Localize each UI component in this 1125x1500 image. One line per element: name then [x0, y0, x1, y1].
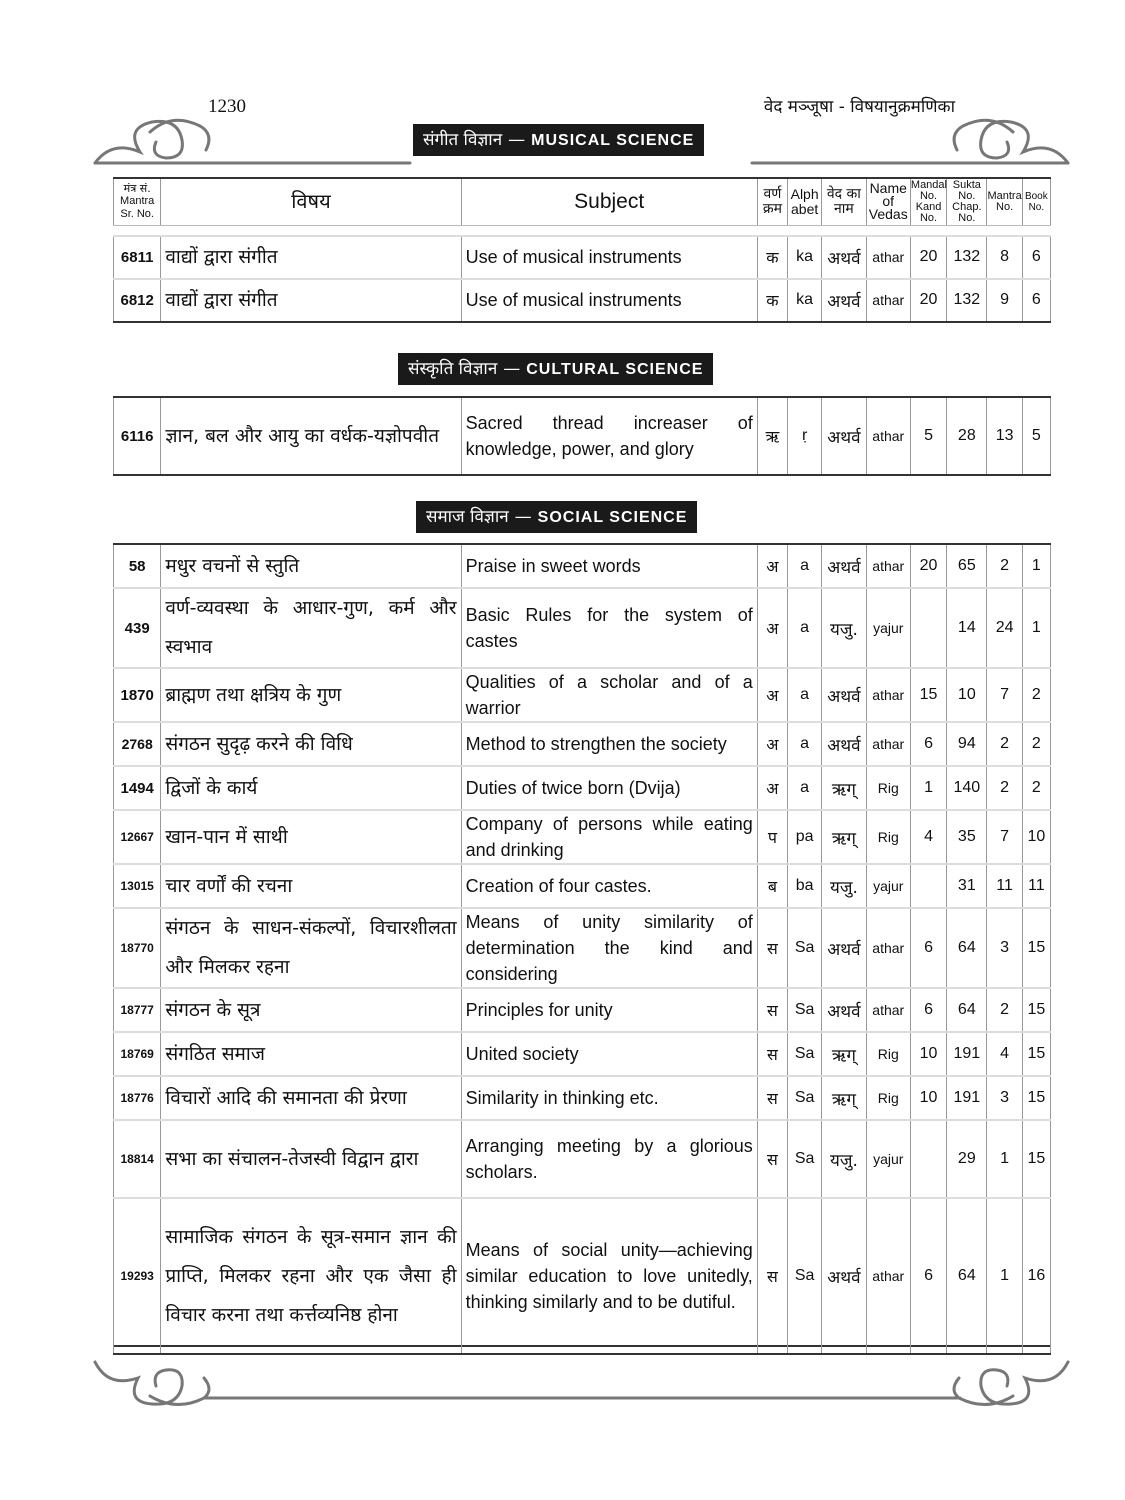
- social-science-table: [113, 543, 1051, 1355]
- header-text: of: [882, 193, 895, 210]
- cell-sr-no: 18777: [114, 988, 161, 1032]
- cell-number: 20: [910, 236, 946, 279]
- cell-number: 5: [910, 397, 946, 475]
- cell-sr-no: 12667: [114, 810, 161, 864]
- cell-number: 20: [910, 544, 946, 588]
- header-ved-name: [822, 178, 866, 225]
- cell-number: 15: [1022, 1076, 1050, 1120]
- table-row: [114, 236, 1051, 279]
- cell-sr-no: 19293: [114, 1198, 161, 1354]
- header-mantra: [987, 178, 1022, 225]
- cell-varna: अ: [757, 668, 787, 722]
- header-sukta: [947, 178, 987, 225]
- cell-vishay: चार वर्णों की रचना: [161, 864, 461, 908]
- cell-vishay: संगठित समाज: [161, 1032, 461, 1076]
- cell-alphabet: pa: [788, 810, 822, 864]
- cell-number: 2: [1022, 668, 1050, 722]
- cell-sr-no: 6811: [114, 236, 161, 279]
- cell-veda-name: athar: [866, 722, 910, 766]
- cell-number: 7: [987, 810, 1022, 864]
- cell-veda-name: yajur: [866, 864, 910, 908]
- cell-sr-no: 13015: [114, 864, 161, 908]
- cell-ved: यजु.: [822, 864, 866, 908]
- table-row: [114, 766, 1051, 810]
- cell-number: 31: [947, 864, 987, 908]
- cell-varna: अ: [757, 588, 787, 668]
- cell-vishay: ब्राह्मण तथा क्षत्रिय के गुण: [161, 668, 461, 722]
- cell-subject: Principles for unity: [461, 988, 757, 1032]
- table-header: [114, 178, 1051, 225]
- header-text: No.: [919, 189, 938, 202]
- cell-alphabet: Sa: [788, 1120, 822, 1198]
- header-text: No.: [958, 189, 976, 202]
- cell-alphabet: Sa: [788, 988, 822, 1032]
- cell-veda-name: athar: [866, 236, 910, 279]
- cell-number: 191: [947, 1076, 987, 1120]
- table-row: [114, 1120, 1051, 1198]
- cell-number: 3: [987, 908, 1022, 988]
- cell-number: 6: [910, 908, 946, 988]
- cell-number: 7: [987, 668, 1022, 722]
- section-title-en: MUSICAL SCIENCE: [531, 132, 695, 149]
- cell-number: 9: [987, 279, 1022, 322]
- cell-number: 64: [947, 908, 987, 988]
- table-row: [114, 279, 1051, 322]
- header-text: No.: [919, 211, 938, 224]
- header-text: Mantra: [120, 195, 155, 208]
- cell-number: 191: [947, 1032, 987, 1076]
- cell-alphabet: a: [788, 668, 822, 722]
- cell-number: 15: [1022, 908, 1050, 988]
- header-name-of-vedas: [866, 178, 910, 225]
- cell-ved: अथर्व: [822, 668, 866, 722]
- cell-varna: क: [757, 236, 787, 279]
- page-title: वेद मञ्जूषा - विषयानुक्रमणिका: [763, 97, 955, 117]
- cell-sr-no: 1494: [114, 766, 161, 810]
- header-text: Alph: [790, 185, 819, 202]
- cell-number: 35: [947, 810, 987, 864]
- cell-number: 1: [1022, 544, 1050, 588]
- cell-alphabet: ṛ: [788, 397, 822, 475]
- cell-number: 2: [987, 988, 1022, 1032]
- header-text: वेद का: [826, 185, 861, 202]
- cell-sr-no: 6116: [114, 397, 161, 475]
- cell-varna: स: [757, 1120, 787, 1198]
- header-book: [1022, 178, 1050, 225]
- cell-vishay: संगठन के सूत्र: [161, 988, 461, 1032]
- header-text: —: [514, 507, 532, 527]
- cell-number: [910, 588, 946, 668]
- cell-varna: अ: [757, 766, 787, 810]
- cell-varna: स: [757, 1198, 787, 1354]
- cell-number: 10: [1022, 810, 1050, 864]
- cell-number: 65: [947, 544, 987, 588]
- cell-number: 6: [1022, 279, 1050, 322]
- section-banner-social: [416, 501, 697, 533]
- header-text: Chap.: [952, 200, 982, 213]
- table-row: [114, 1032, 1051, 1076]
- header-text: abet: [791, 200, 819, 217]
- header-text: Book: [1024, 190, 1048, 202]
- cell-veda-name: yajur: [866, 1120, 910, 1198]
- cell-number: [910, 1120, 946, 1198]
- cell-subject: Sacred thread increaser of knowledge, power, and glory: [461, 397, 757, 475]
- musical-science-table: [113, 177, 1051, 323]
- cell-number: 132: [947, 236, 987, 279]
- cell-ved: ऋग्: [822, 810, 866, 864]
- cell-subject: Basic Rules for the system of castes: [461, 588, 757, 668]
- cell-sr-no: 439: [114, 588, 161, 668]
- cell-subject: Means of social unity—achieving similar education to love unitedly, thinking similarly and to be dutiful.: [461, 1198, 757, 1354]
- cell-alphabet: a: [788, 588, 822, 668]
- cell-vishay: ज्ञान, बल और आयु का वर्धक-यज्ञोपवीत: [161, 397, 461, 475]
- cell-vishay: द्विजों के कार्य: [161, 766, 461, 810]
- cell-vishay: खान-पान में साथी: [161, 810, 461, 864]
- header-mandal: [910, 178, 946, 225]
- cell-vishay: वर्ण-व्यवस्था के आधार-गुण, कर्म और स्वभाव: [161, 588, 461, 668]
- cell-ved: अथर्व: [822, 397, 866, 475]
- cell-veda-name: Rig: [866, 766, 910, 810]
- cell-sr-no: 6812: [114, 279, 161, 322]
- cell-number: 2: [1022, 722, 1050, 766]
- cell-number: 10: [910, 1076, 946, 1120]
- cell-vishay: संगठन सुदृढ़ करने की विधि: [161, 722, 461, 766]
- cell-vishay: सभा का संचालन-तेजस्वी विद्वान द्वारा: [161, 1120, 461, 1198]
- cell-varna: स: [757, 1076, 787, 1120]
- cell-sr-no: 18769: [114, 1032, 161, 1076]
- header-sr: [114, 178, 161, 225]
- header-subject: Subject: [461, 178, 757, 225]
- cell-number: 20: [910, 279, 946, 322]
- cell-number: 8: [987, 236, 1022, 279]
- cell-vishay: संगठन के साधन-संकल्पों, विचारशीलता और मिलकर रहना: [161, 908, 461, 988]
- header-text: —: [503, 359, 521, 379]
- header-text: मंत्र सं.: [123, 182, 151, 196]
- section-title-hi: संस्कृति विज्ञान: [408, 359, 498, 379]
- table-row: [114, 1198, 1051, 1354]
- cell-number: 3: [987, 1076, 1022, 1120]
- cell-number: 1: [1022, 588, 1050, 668]
- header-text: Sr. No.: [120, 208, 154, 221]
- cell-number: 11: [987, 864, 1022, 908]
- cell-alphabet: ka: [788, 236, 822, 279]
- cell-number: 10: [947, 668, 987, 722]
- cell-alphabet: a: [788, 722, 822, 766]
- cell-subject: Similarity in thinking etc.: [461, 1076, 757, 1120]
- cell-subject: Creation of four castes.: [461, 864, 757, 908]
- cell-number: 6: [910, 1198, 946, 1354]
- cell-alphabet: Sa: [788, 1198, 822, 1354]
- cell-number: 5: [1022, 397, 1050, 475]
- cell-veda-name: Rig: [866, 1032, 910, 1076]
- cell-sr-no: 1870: [114, 668, 161, 722]
- cell-subject: Praise in sweet words: [461, 544, 757, 588]
- cell-varna: ऋ: [757, 397, 787, 475]
- cell-number: 15: [1022, 1120, 1050, 1198]
- section-title-hi: समाज विज्ञान: [426, 507, 509, 527]
- section-title-en: SOCIAL SCIENCE: [537, 509, 688, 526]
- header-text: नाम: [834, 200, 854, 217]
- cell-ved: ऋग्: [822, 1076, 866, 1120]
- cell-veda-name: Rig: [866, 810, 910, 864]
- cell-veda-name: yajur: [866, 588, 910, 668]
- cell-number: 2: [1022, 766, 1050, 810]
- cell-subject: Use of musical instruments: [461, 236, 757, 279]
- cell-alphabet: Sa: [788, 1032, 822, 1076]
- cell-subject: Qualities of a scholar and of a warrior: [461, 668, 757, 722]
- cell-ved: यजु.: [822, 1120, 866, 1198]
- cell-sr-no: 18776: [114, 1076, 161, 1120]
- header-text: No.: [1028, 201, 1045, 213]
- page-number: 1230: [208, 96, 246, 117]
- cell-number: 11: [1022, 864, 1050, 908]
- cell-number: 64: [947, 1198, 987, 1354]
- cell-number: 16: [1022, 1198, 1050, 1354]
- header-gap: [114, 225, 1051, 236]
- header-text: Sukta: [952, 178, 981, 191]
- cell-varna: प: [757, 810, 787, 864]
- section-title-en: CULTURAL SCIENCE: [526, 361, 704, 378]
- cell-number: 1: [910, 766, 946, 810]
- table-row: [114, 908, 1051, 988]
- cell-vishay: सामाजिक संगठन के सूत्र-समान ज्ञान की प्राप्ति, मिलकर रहना और एक जैसा ही विचार करना तथा कर्त्तव्यनिष्ठ होना: [161, 1198, 461, 1354]
- table-row: [114, 722, 1051, 766]
- cell-vishay: विचारों आदि की समानता की प्रेरणा: [161, 1076, 461, 1120]
- section-banner-musical: [413, 124, 704, 156]
- header-varna: [757, 178, 787, 225]
- cell-number: 29: [947, 1120, 987, 1198]
- cell-varna: क: [757, 279, 787, 322]
- cell-subject: Means of unity similarity of determination the kind and considering: [461, 908, 757, 988]
- cell-number: 2: [987, 544, 1022, 588]
- cell-veda-name: Rig: [866, 1076, 910, 1120]
- cell-subject: Method to strengthen the society: [461, 722, 757, 766]
- cell-veda-name: athar: [866, 544, 910, 588]
- cell-number: 6: [910, 722, 946, 766]
- header-text: Mantra: [987, 189, 1022, 202]
- cell-number: 1: [987, 1120, 1022, 1198]
- cell-number: 15: [910, 668, 946, 722]
- header-text: —: [508, 130, 526, 150]
- cell-alphabet: a: [788, 766, 822, 810]
- cell-number: 14: [947, 588, 987, 668]
- cell-varna: अ: [757, 544, 787, 588]
- cultural-science-table: [113, 396, 1051, 476]
- cell-number: 4: [910, 810, 946, 864]
- cell-subject: Company of persons while eating and drinking: [461, 810, 757, 864]
- cell-number: 6: [1022, 236, 1050, 279]
- table-row: [114, 1076, 1051, 1120]
- cell-ved: अथर्व: [822, 908, 866, 988]
- cell-ved: अथर्व: [822, 988, 866, 1032]
- cell-subject: United society: [461, 1032, 757, 1076]
- cell-vishay: मधुर वचनों से स्तुति: [161, 544, 461, 588]
- cell-varna: स: [757, 1032, 787, 1076]
- cell-sr-no: 58: [114, 544, 161, 588]
- cell-number: 24: [987, 588, 1022, 668]
- cell-number: 64: [947, 988, 987, 1032]
- header-text: Kand: [915, 200, 942, 213]
- cell-number: 13: [987, 397, 1022, 475]
- cell-alphabet: Sa: [788, 908, 822, 988]
- cell-veda-name: athar: [866, 1198, 910, 1354]
- cell-subject: Duties of twice born (Dvija): [461, 766, 757, 810]
- header-alphabet: [788, 178, 822, 225]
- cell-alphabet: a: [788, 544, 822, 588]
- cell-veda-name: athar: [866, 908, 910, 988]
- cell-ved: यजु.: [822, 588, 866, 668]
- header-text: Mandal: [910, 178, 947, 191]
- header-vishay: विषय: [161, 178, 461, 225]
- header-text: No.: [996, 200, 1014, 213]
- cell-vishay: वाद्यों द्वारा संगीत: [161, 279, 461, 322]
- table-row: [114, 988, 1051, 1032]
- cell-subject: Arranging meeting by a glorious scholars.: [461, 1120, 757, 1198]
- table-row: [114, 668, 1051, 722]
- cell-veda-name: athar: [866, 668, 910, 722]
- header-text: Name: [869, 180, 907, 197]
- cell-alphabet: ba: [788, 864, 822, 908]
- header-text: Vedas: [868, 206, 908, 223]
- section-title-hi: संगीत विज्ञान: [423, 130, 503, 150]
- cell-ved: अथर्व: [822, 722, 866, 766]
- cell-number: 15: [1022, 1032, 1050, 1076]
- cell-number: 94: [947, 722, 987, 766]
- cell-ved: ऋग्: [822, 766, 866, 810]
- table-row: [114, 864, 1051, 908]
- cell-sr-no: 2768: [114, 722, 161, 766]
- table-row: [114, 588, 1051, 668]
- cell-number: 15: [1022, 988, 1050, 1032]
- cell-number: 10: [910, 1032, 946, 1076]
- cell-ved: अथर्व: [822, 236, 866, 279]
- cell-number: 1: [987, 1198, 1022, 1354]
- cell-number: 2: [987, 722, 1022, 766]
- cell-varna: अ: [757, 722, 787, 766]
- cell-varna: स: [757, 908, 787, 988]
- cell-number: 140: [947, 766, 987, 810]
- cell-sr-no: 18814: [114, 1120, 161, 1198]
- cell-ved: अथर्व: [822, 1198, 866, 1354]
- cell-number: [910, 864, 946, 908]
- cell-alphabet: Sa: [788, 1076, 822, 1120]
- cell-sr-no: 18770: [114, 908, 161, 988]
- cell-varna: स: [757, 988, 787, 1032]
- cell-veda-name: athar: [866, 397, 910, 475]
- cell-varna: ब: [757, 864, 787, 908]
- cell-number: 6: [910, 988, 946, 1032]
- table-row: [114, 544, 1051, 588]
- cell-veda-name: athar: [866, 988, 910, 1032]
- cell-vishay: वाद्यों द्वारा संगीत: [161, 236, 461, 279]
- cell-number: 132: [947, 279, 987, 322]
- cell-alphabet: ka: [788, 279, 822, 322]
- header-text: No.: [958, 211, 976, 224]
- cell-ved: अथर्व: [822, 544, 866, 588]
- section-banner-cultural: [398, 353, 713, 385]
- cell-number: 2: [987, 766, 1022, 810]
- header-text: वर्ण: [763, 185, 782, 202]
- header-text: क्रम: [762, 200, 782, 217]
- table-row: [114, 810, 1051, 864]
- cell-veda-name: athar: [866, 279, 910, 322]
- table-row: [114, 397, 1051, 475]
- cell-subject: Use of musical instruments: [461, 279, 757, 322]
- cell-number: 4: [987, 1032, 1022, 1076]
- cell-number: 28: [947, 397, 987, 475]
- cell-ved: अथर्व: [822, 279, 866, 322]
- cell-ved: ऋग्: [822, 1032, 866, 1076]
